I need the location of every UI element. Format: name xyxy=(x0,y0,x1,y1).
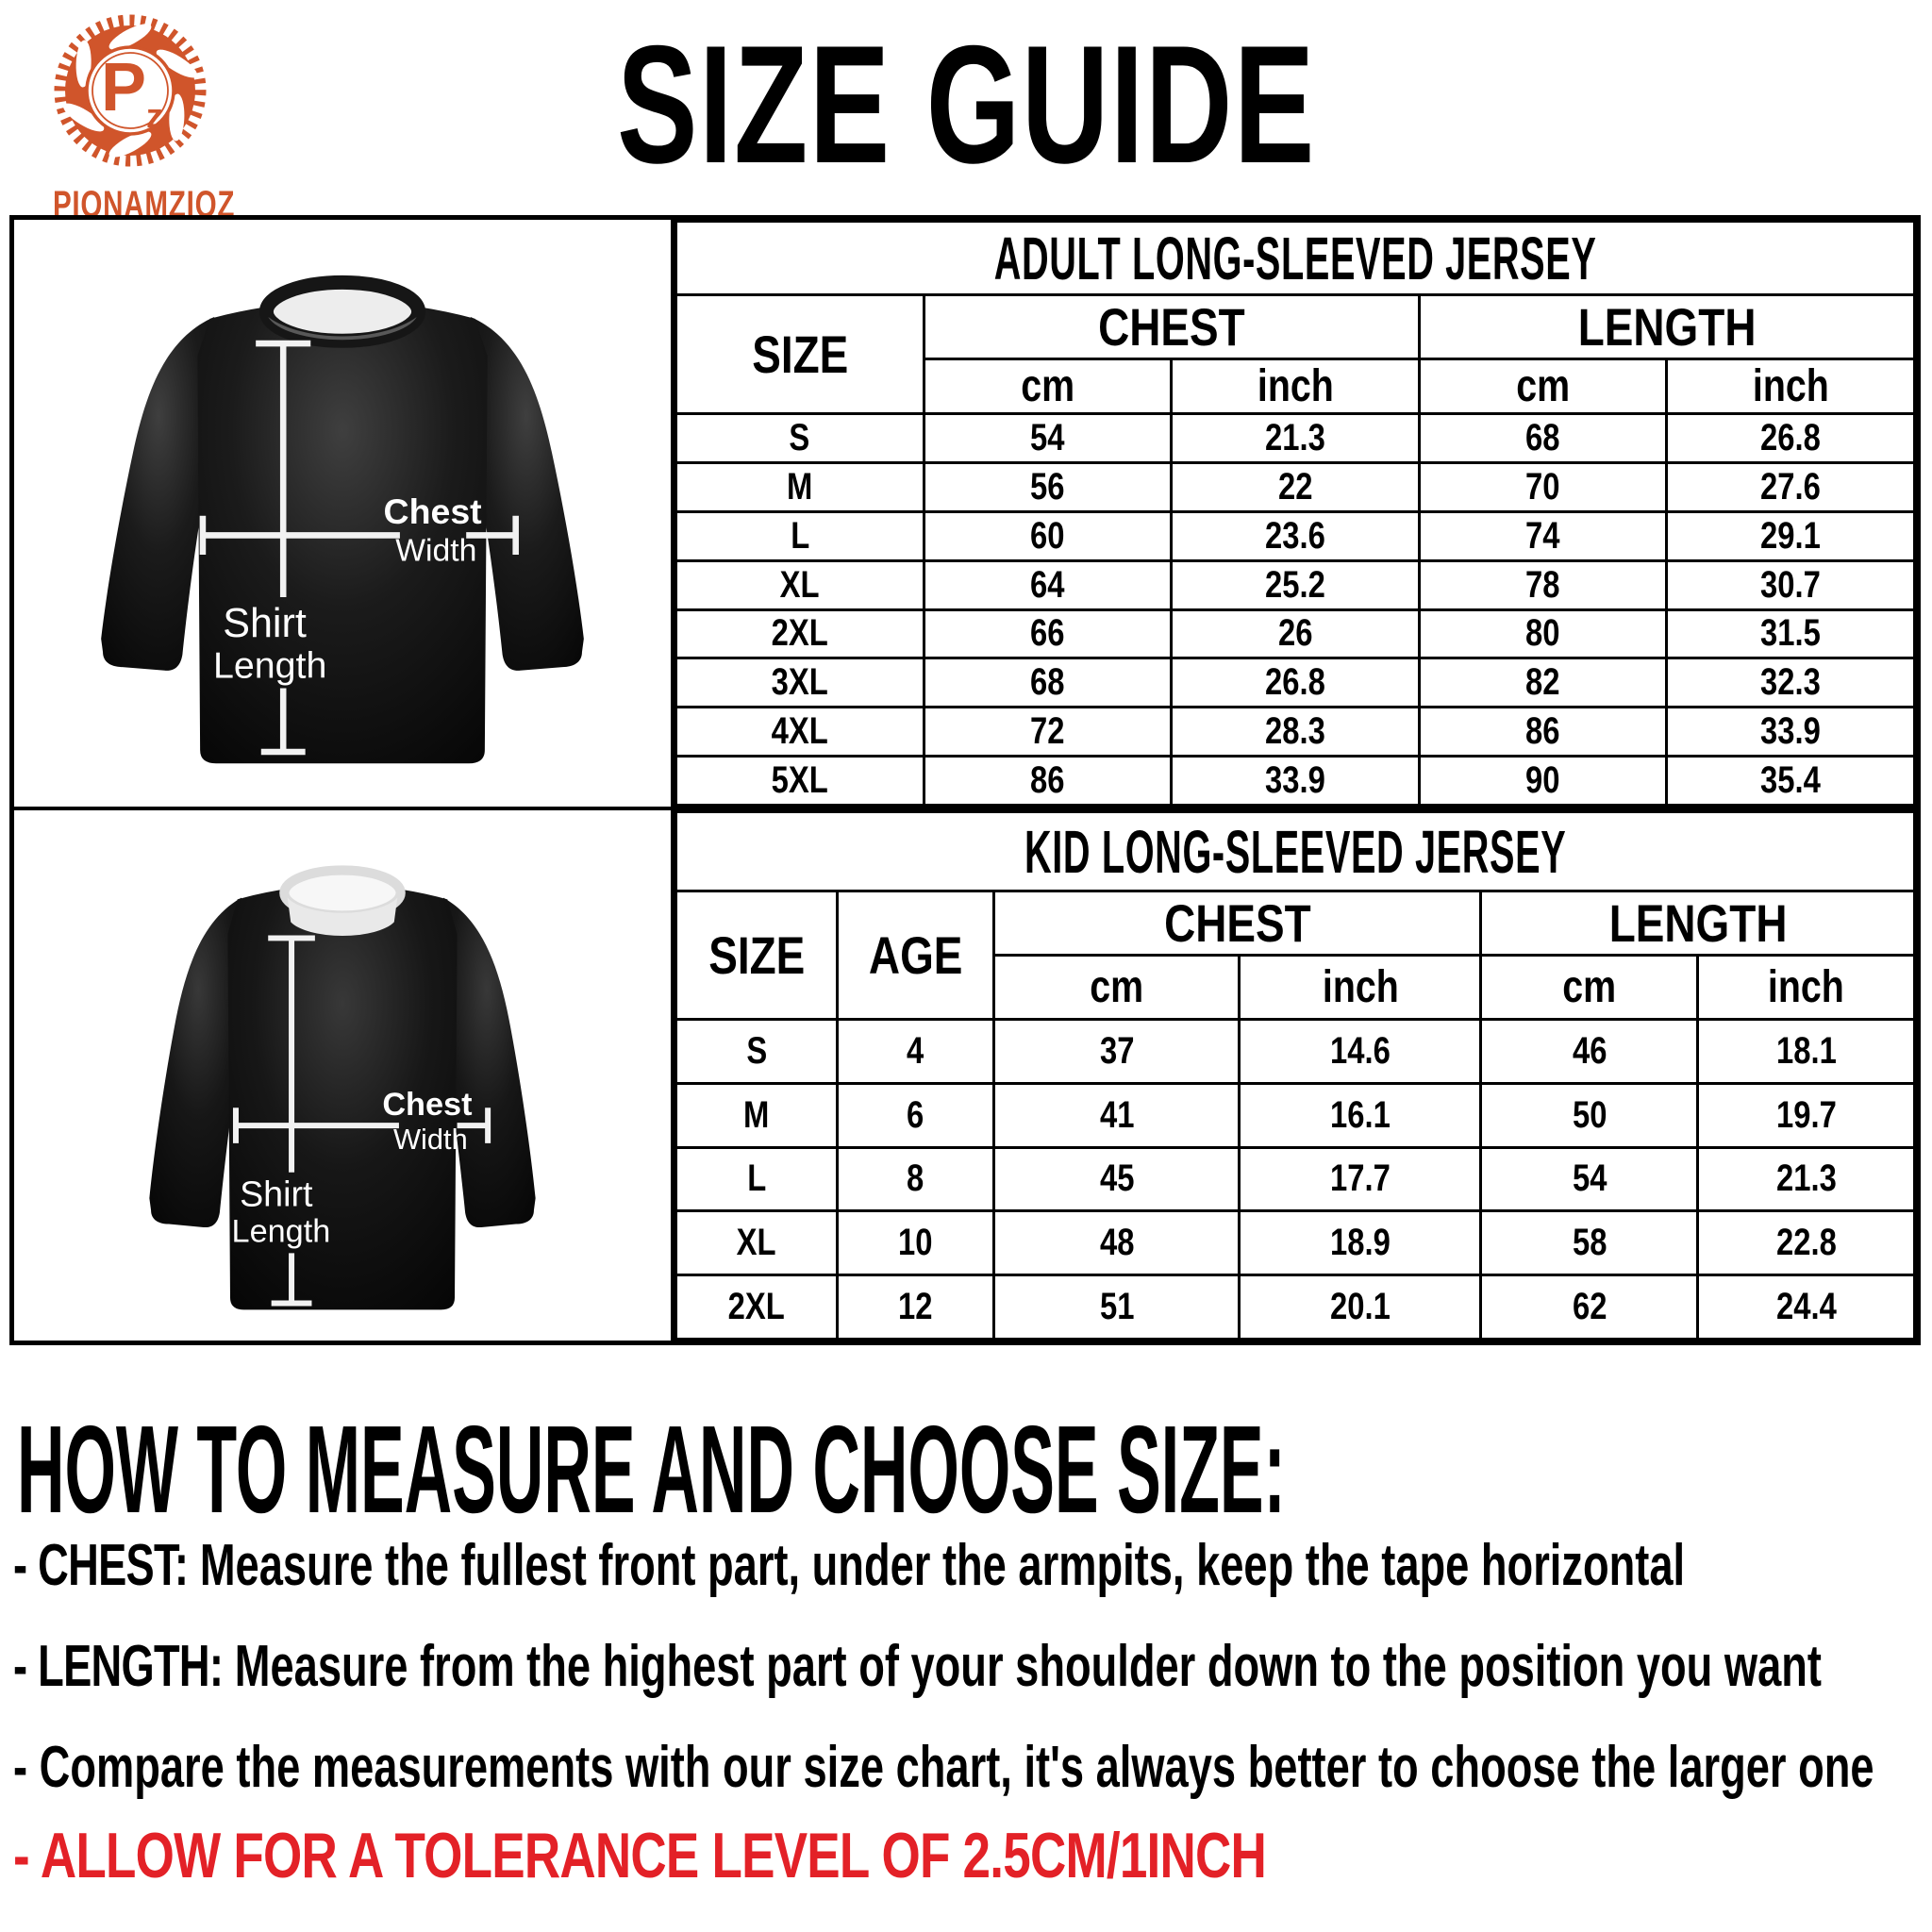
compare-dash: - xyxy=(13,1735,28,1800)
value-cell: 26 xyxy=(1172,609,1420,658)
col-header-chest: CHEST xyxy=(994,891,1481,956)
size-cell: 4XL xyxy=(676,708,924,757)
kid-table-wrap xyxy=(675,810,1916,1341)
size-chart-box xyxy=(9,215,1921,1345)
table-row xyxy=(676,708,1915,757)
table-row xyxy=(676,1020,1915,1084)
size-cell: 2XL xyxy=(676,1275,838,1340)
tolerance-dash: - xyxy=(13,1820,29,1891)
value-cell: 70 xyxy=(1419,462,1667,511)
size-cell: L xyxy=(676,511,924,560)
table-row xyxy=(676,1147,1915,1211)
shirt-length-label-line1: Shirt xyxy=(240,1174,313,1214)
col-header-cm: cm xyxy=(994,956,1240,1020)
adult-size-table xyxy=(675,220,1916,807)
value-cell: 25.2 xyxy=(1172,560,1420,609)
kid-jersey-illustration xyxy=(59,817,625,1334)
age-cell: 8 xyxy=(837,1147,994,1211)
adult-section xyxy=(14,220,1916,810)
chest-width-label-line1: Chest xyxy=(383,491,482,532)
value-cell: 45 xyxy=(994,1147,1240,1211)
howto-chest-line xyxy=(13,1534,1932,1598)
col-header-cm: cm xyxy=(1481,956,1698,1020)
howto-heading: HOW TO MEASURE AND CHOOSE SIZE: xyxy=(17,1400,1286,1539)
value-cell: 60 xyxy=(924,511,1172,560)
brand-name: PIONAMZIOZ xyxy=(52,184,236,225)
col-header-cm: cm xyxy=(924,359,1172,414)
value-cell: 27.6 xyxy=(1667,462,1915,511)
value-cell: 18.9 xyxy=(1240,1211,1481,1275)
value-cell: 56 xyxy=(924,462,1172,511)
kid-table-title: KID LONG-SLEEVED JERSEY xyxy=(1024,817,1567,886)
table-row xyxy=(676,1275,1915,1340)
value-cell: 14.6 xyxy=(1240,1020,1481,1084)
value-cell: 30.7 xyxy=(1667,560,1915,609)
value-cell: 35.4 xyxy=(1667,757,1915,806)
kid-section xyxy=(14,810,1916,1341)
adult-jersey-illustration xyxy=(33,229,652,797)
shirt-length-label-line1: Shirt xyxy=(223,601,307,647)
adult-table-wrap xyxy=(675,220,1916,807)
value-cell: 29.1 xyxy=(1667,511,1915,560)
value-cell: 62 xyxy=(1481,1275,1698,1340)
size-cell: S xyxy=(676,414,924,463)
chest-width-label-line2: Width xyxy=(395,532,477,569)
value-cell: 24.4 xyxy=(1698,1275,1915,1340)
value-cell: 51 xyxy=(994,1275,1240,1340)
value-cell: 86 xyxy=(1419,708,1667,757)
value-cell: 66 xyxy=(924,609,1172,658)
age-cell: 6 xyxy=(837,1083,994,1147)
chest-width-label-line2: Width xyxy=(392,1122,468,1156)
value-cell: 64 xyxy=(924,560,1172,609)
age-cell: 4 xyxy=(837,1020,994,1084)
chest-label: - CHEST: xyxy=(13,1533,189,1598)
page-title: SIZE GUIDE xyxy=(616,10,1316,198)
value-cell: 26.8 xyxy=(1172,658,1420,708)
table-row xyxy=(676,609,1915,658)
value-cell: 46 xyxy=(1481,1020,1698,1084)
value-cell: 58 xyxy=(1481,1211,1698,1275)
value-cell: 78 xyxy=(1419,560,1667,609)
value-cell: 16.1 xyxy=(1240,1083,1481,1147)
value-cell: 17.7 xyxy=(1240,1147,1481,1211)
value-cell: 21.3 xyxy=(1698,1147,1915,1211)
age-cell: 12 xyxy=(837,1275,994,1340)
size-cell: 2XL xyxy=(676,609,924,658)
table-row xyxy=(676,812,1915,891)
tolerance-text: ALLOW FOR A TOLERANCE LEVEL OF 2.5CM/1INCH xyxy=(28,1820,1267,1891)
kid-size-table xyxy=(675,810,1916,1341)
table-row xyxy=(676,511,1915,560)
value-cell: 68 xyxy=(1419,414,1667,463)
table-row xyxy=(676,757,1915,806)
shirt-length-label-line2: Length xyxy=(212,644,327,687)
compare-text: Compare the measurements with our size chart, it's always better to choose the larger one xyxy=(27,1735,1874,1800)
col-header-inch: inch xyxy=(1172,359,1420,414)
value-cell: 20.1 xyxy=(1240,1275,1481,1340)
value-cell: 28.3 xyxy=(1172,708,1420,757)
table-row xyxy=(676,560,1915,609)
length-label: - LENGTH: xyxy=(13,1634,224,1699)
age-cell: 10 xyxy=(837,1211,994,1275)
value-cell: 23.6 xyxy=(1172,511,1420,560)
size-cell: 5XL xyxy=(676,757,924,806)
value-cell: 32.3 xyxy=(1667,658,1915,708)
value-cell: 48 xyxy=(994,1211,1240,1275)
value-cell: 74 xyxy=(1419,511,1667,560)
value-cell: 50 xyxy=(1481,1083,1698,1147)
size-cell: M xyxy=(676,462,924,511)
value-cell: 86 xyxy=(924,757,1172,806)
col-header-size: SIZE xyxy=(676,295,924,414)
col-header-cm: cm xyxy=(1419,359,1667,414)
value-cell: 33.9 xyxy=(1667,708,1915,757)
value-cell: 33.9 xyxy=(1172,757,1420,806)
value-cell: 68 xyxy=(924,658,1172,708)
value-cell: 82 xyxy=(1419,658,1667,708)
col-header-inch: inch xyxy=(1240,956,1481,1020)
adult-table-title-cell xyxy=(676,222,1915,295)
table-row xyxy=(676,658,1915,708)
col-header-size: SIZE xyxy=(676,891,838,1020)
col-header-inch: inch xyxy=(1698,956,1915,1020)
value-cell: 22 xyxy=(1172,462,1420,511)
kid-table-title-cell xyxy=(676,812,1915,891)
value-cell: 18.1 xyxy=(1698,1020,1915,1084)
size-cell: M xyxy=(676,1083,838,1147)
table-row xyxy=(676,414,1915,463)
adult-jersey-image xyxy=(14,220,675,807)
size-cell: XL xyxy=(676,1211,838,1275)
col-header-length: LENGTH xyxy=(1481,891,1915,956)
value-cell: 21.3 xyxy=(1172,414,1420,463)
length-text: Measure from the highest part of your shoulder down to the position you want xyxy=(223,1634,1823,1699)
value-cell: 41 xyxy=(994,1083,1240,1147)
table-row xyxy=(676,1211,1915,1275)
size-cell: 3XL xyxy=(676,658,924,708)
col-header-length: LENGTH xyxy=(1419,295,1914,359)
chest-text: Measure the fullest front part, under the armpits, keep the tape horizontal xyxy=(188,1533,1686,1598)
table-row xyxy=(676,222,1915,295)
howto-length-line xyxy=(13,1635,1932,1699)
col-header-chest: CHEST xyxy=(924,295,1419,359)
col-header-age: AGE xyxy=(837,891,994,1020)
kid-jersey-image xyxy=(14,810,675,1341)
collar xyxy=(266,282,418,341)
monogram-p: P xyxy=(100,50,147,125)
howto-compare-line xyxy=(13,1736,1932,1800)
chest-width-label-line1: Chest xyxy=(382,1086,473,1123)
value-cell: 22.8 xyxy=(1698,1211,1915,1275)
value-cell: 19.7 xyxy=(1698,1083,1915,1147)
size-cell: L xyxy=(676,1147,838,1211)
table-row xyxy=(676,1083,1915,1147)
size-cell: XL xyxy=(676,560,924,609)
table-row xyxy=(676,462,1915,511)
value-cell: 37 xyxy=(994,1020,1240,1084)
value-cell: 54 xyxy=(924,414,1172,463)
howto-tolerance-line xyxy=(13,1821,1620,1891)
value-cell: 90 xyxy=(1419,757,1667,806)
col-header-inch: inch xyxy=(1667,359,1915,414)
size-cell: S xyxy=(676,1020,838,1084)
value-cell: 26.8 xyxy=(1667,414,1915,463)
value-cell: 54 xyxy=(1481,1147,1698,1211)
value-cell: 72 xyxy=(924,708,1172,757)
table-row xyxy=(676,295,1915,359)
adult-table-title: ADULT LONG-SLEEVED JERSEY xyxy=(993,224,1597,292)
shirt-length-label-line2: Length xyxy=(231,1213,331,1250)
table-row xyxy=(676,891,1915,956)
value-cell: 31.5 xyxy=(1667,609,1915,658)
monogram-z: z xyxy=(146,96,163,135)
value-cell: 80 xyxy=(1419,609,1667,658)
